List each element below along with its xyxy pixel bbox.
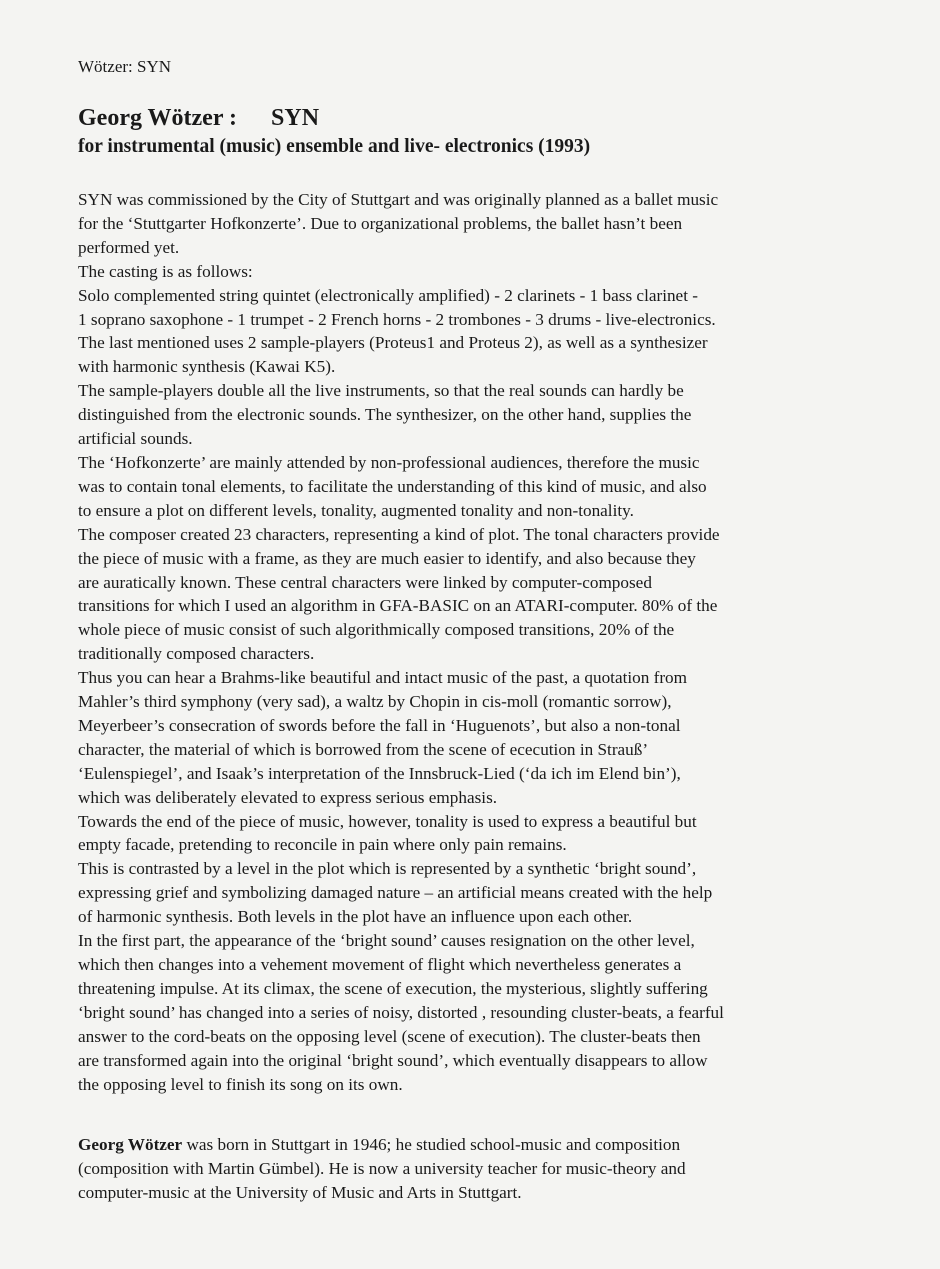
bio-name: Georg Wötzer bbox=[78, 1135, 183, 1154]
body-line: ‘Eulenspiegel’, and Isaak’s interpretation of the Innsbruck-Lied (‘da ich im Elend bin’), bbox=[78, 763, 681, 783]
bio-line: computer-music at the University of Music and Arts in Stuttgart. bbox=[78, 1182, 522, 1202]
page-subtitle: for instrumental (music) ensemble and live- electronics (1993) bbox=[78, 136, 591, 157]
body-line: ‘bright sound’ has changed into a series of noisy, distorted , resounding cluster-beats, a fearful bbox=[78, 1002, 724, 1022]
body-line: threatening impulse. At its climax, the scene of execution, the mysterious, slightly suffering bbox=[78, 978, 708, 998]
bio-line1-text: was born in Stuttgart in 1946; he studied school-music and composition bbox=[182, 1135, 681, 1154]
composer-name: Georg Wötzer : bbox=[78, 105, 238, 131]
body-line: 1 soprano saxophone - 1 trumpet - 2 French horns - 2 trombones - 3 drums - live-electronics. bbox=[78, 309, 716, 329]
title-block bbox=[78, 103, 590, 159]
body-line: the opposing level to finish its song on its own. bbox=[78, 1074, 403, 1094]
body-line: traditionally composed characters. bbox=[78, 644, 315, 664]
body-line: the piece of music with a frame, as they are much easier to identify, and also because they bbox=[78, 548, 696, 568]
body-line: to ensure a plot on different levels, tonality, augmented tonality and non-tonality. bbox=[78, 500, 634, 520]
body-line: The casting is as follows: bbox=[78, 261, 253, 281]
body-line: In the first part, the appearance of the ‘bright sound’ causes resignation on the other level, bbox=[78, 931, 695, 951]
body-line: whole piece of music consist of such algorithmically composed transitions, 20% of the bbox=[78, 620, 675, 640]
body-line: The sample-players double all the live instruments, so that the real sounds can hardly be bbox=[78, 381, 684, 401]
body-line: which was deliberately elevated to express serious emphasis. bbox=[78, 787, 498, 807]
body-line: The ‘Hofkonzerte’ are mainly attended by non-professional audiences, therefore the music bbox=[78, 452, 700, 472]
body-line: character, the material of which is borrowed from the scene of ececution in Strauß’ bbox=[78, 739, 649, 759]
body-line: with harmonic synthesis (Kawai K5). bbox=[78, 357, 336, 377]
body-line: Meyerbeer’s consecration of swords before the fall in ‘Huguenots’, but also a non-tonal bbox=[78, 715, 681, 735]
body-line: This is contrasted by a level in the plot which is represented by a synthetic ‘bright sound’, bbox=[78, 859, 697, 879]
body-line: Thus you can hear a Brahms-like beautiful and intact music of the past, a quotation from bbox=[78, 668, 688, 688]
body-line: transitions for which I used an algorithm in GFA-BASIC on an ATARI-computer. 80% of the bbox=[78, 596, 718, 616]
body-line: expressing grief and symbolizing damaged nature – an artificial means created with the help bbox=[78, 883, 713, 903]
bio-line: (composition with Martin Gümbel). He is now a university teacher for music-theory and bbox=[78, 1158, 686, 1178]
body-line: artificial sounds. bbox=[78, 429, 193, 449]
body-text bbox=[78, 188, 868, 1096]
body-line: was to contain tonal elements, to facilitate the understanding of this kind of music, and also bbox=[78, 476, 707, 496]
running-header: Wötzer: SYN bbox=[78, 57, 172, 76]
body-line: The last mentioned uses 2 sample-players (Proteus1 and Proteus 2), as well as a synthesizer bbox=[78, 333, 708, 353]
body-line: Mahler’s third symphony (very sad), a waltz by Chopin in cis-moll (romantic sorrow), bbox=[78, 692, 672, 712]
composer-bio bbox=[78, 1133, 868, 1205]
body-line: answer to the cord-beats on the opposing level (scene of execution). The cluster-beats then bbox=[78, 1026, 701, 1046]
work-title: SYN bbox=[271, 105, 320, 131]
body-line: performed yet. bbox=[78, 237, 180, 257]
body-line: Solo complemented string quintet (electronically amplified) - 2 clarinets - 1 bass clarinet - bbox=[78, 285, 698, 305]
body-line: The composer created 23 characters, representing a kind of plot. The tonal characters provide bbox=[78, 524, 720, 544]
body-line: Towards the end of the piece of music, however, tonality is used to express a beautiful but bbox=[78, 811, 697, 831]
body-line: of harmonic synthesis. Both levels in the plot have an influence upon each other. bbox=[78, 907, 633, 927]
bio-line bbox=[78, 1133, 868, 1157]
body-line: are auratically known. These central characters were linked by computer-composed bbox=[78, 572, 652, 592]
body-line: empty facade, pretending to reconcile in pain where only pain remains. bbox=[78, 835, 567, 855]
body-line: which then changes into a vehement movement of flight which nevertheless generates a bbox=[78, 955, 682, 974]
body-line: for the ‘Stuttgarter Hofkonzerte’. Due to organizational problems, the ballet hasn’t been bbox=[78, 213, 683, 233]
page-title bbox=[78, 103, 590, 133]
body-line: are transformed again into the original ‘bright sound’, which eventually disappears to allow bbox=[78, 1050, 708, 1070]
body-line: distinguished from the electronic sounds. The synthesizer, on the other hand, supplies the bbox=[78, 405, 692, 425]
body-line: SYN was commissioned by the City of Stuttgart and was originally planned as a ballet music bbox=[78, 190, 719, 209]
